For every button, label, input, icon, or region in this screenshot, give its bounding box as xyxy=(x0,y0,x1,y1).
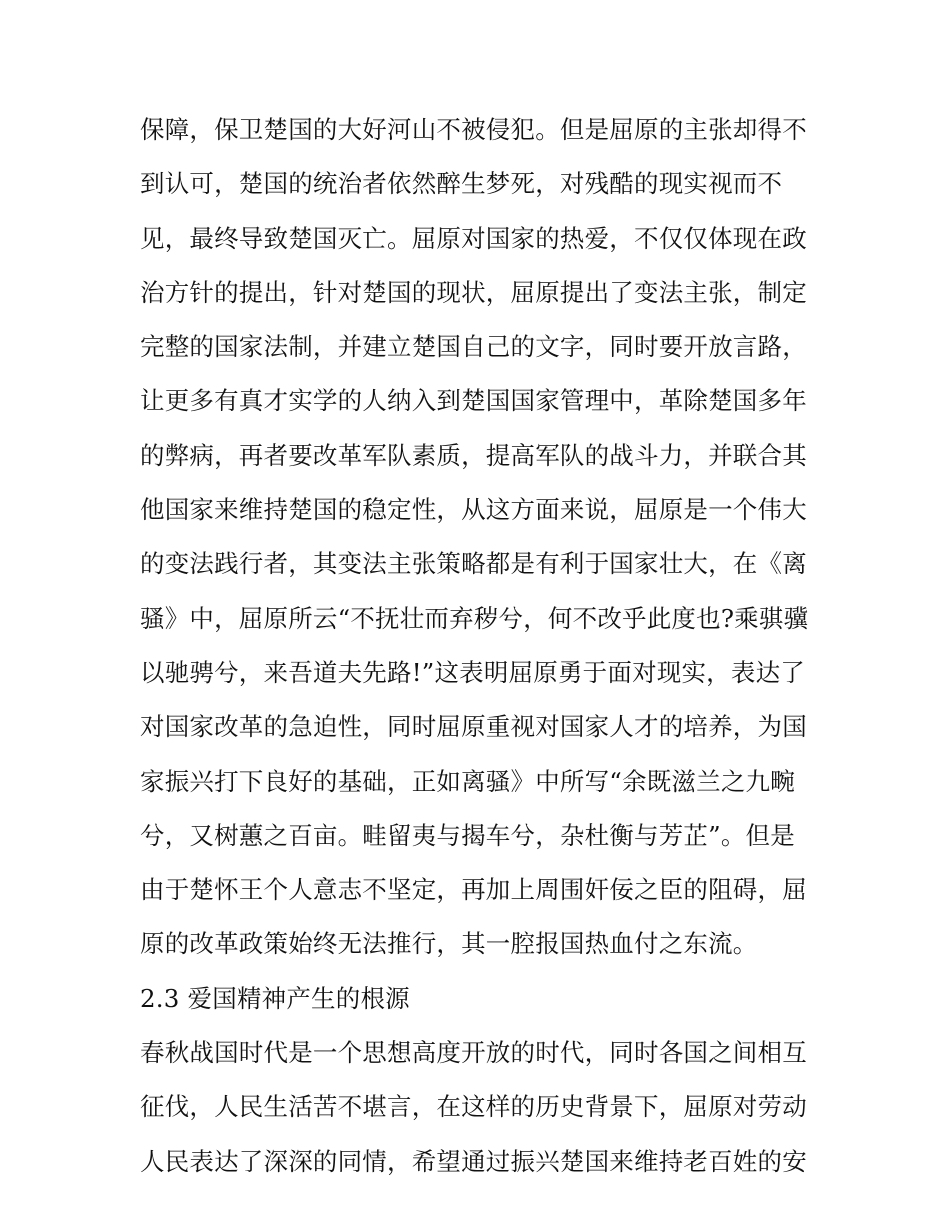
paragraph-line-19: 人民表达了深深的同情，希望通过振兴楚国来维持老百姓的安 xyxy=(140,1146,807,1176)
paragraph-line-12: 对国家改革的急迫性，同时屈原重视对国家人才的培养，为国 xyxy=(140,712,807,742)
paragraph-line-16: 原的改革政策始终无法推行，其一腔报国热血付之东流。 xyxy=(140,929,758,959)
paragraph-line-15: 由于楚怀王个人意志不坚定，再加上周围奸佞之臣的阻碍，屈 xyxy=(140,875,807,905)
paragraph-line-10: 骚》中，屈原所云“不抚壮而弃秽兮，何不改乎此度也?乘骐骥 xyxy=(140,603,809,633)
section-heading: 2.3 爱国精神产生的根源 xyxy=(140,983,410,1013)
paragraph-line-5: 完整的国家法制，并建立楚国自己的文字，同时要开放言路， xyxy=(140,332,807,362)
paragraph-line-4: 治方针的提出，针对楚国的现状，屈原提出了变法主张，制定 xyxy=(140,277,807,307)
paragraph-line-13: 家振兴打下良好的基础，正如离骚》中所写“余既滋兰之九畹 xyxy=(140,766,795,796)
paragraph-line-11: 以驰骋兮，来吾道夫先路!”这表明屈原勇于面对现实，表达了 xyxy=(140,657,805,687)
paragraph-line-6: 让更多有真才实学的人纳入到楚国国家管理中，革除楚国多年 xyxy=(140,386,807,416)
paragraph-line-8: 他国家来维持楚国的稳定性，从这方面来说，屈原是一个伟大 xyxy=(140,495,807,525)
paragraph-line-3: 见，最终导致楚国灭亡。屈原对国家的热爱，不仅仅体现在政 xyxy=(140,223,807,253)
body-text xyxy=(140,103,820,1189)
paragraph-line-2: 到认可，楚国的统治者依然醉生梦死，对残酷的现实视而不 xyxy=(140,169,783,199)
paragraph-line-14: 兮，又树蕙之百亩。畦留夷与揭车兮，杂杜衡与芳芷”。但是 xyxy=(140,820,795,850)
paragraph-line-1: 保障，保卫楚国的大好河山不被侵犯。但是屈原的主张却得不 xyxy=(140,115,807,144)
paragraph-line-9: 的变法践行者，其变法主张策略都是有利于国家壮大，在《离 xyxy=(140,549,807,579)
paragraph-line-7: 的弊病，再者要改革军队素质，提高军队的战斗力，并联合其 xyxy=(140,440,807,470)
paragraph-line-17: 春秋战国时代是一个思想高度开放的时代，同时各国之间相互 xyxy=(140,1038,807,1068)
paragraph-line-18: 征伐，人民生活苦不堪言，在这样的历史背景下，屈原对劳动 xyxy=(140,1092,807,1122)
